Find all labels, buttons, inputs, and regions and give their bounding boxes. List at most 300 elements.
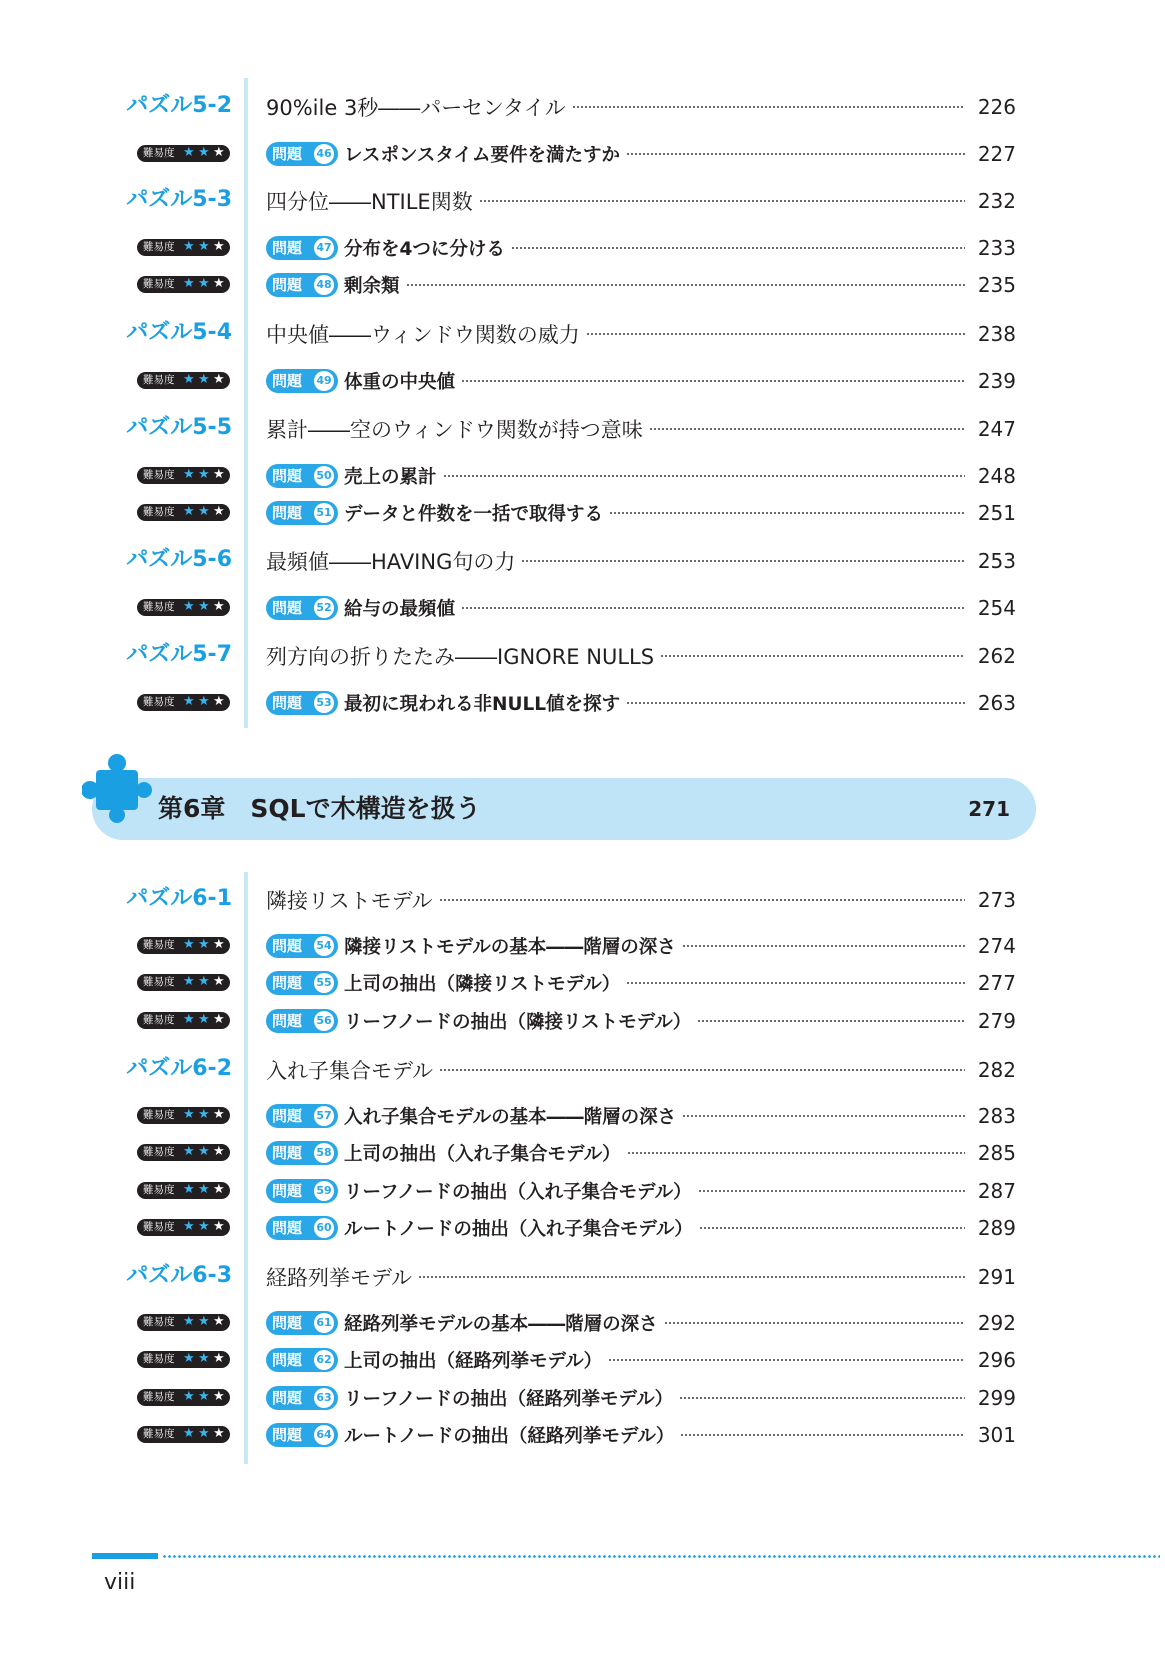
dot-leader (418, 1276, 965, 1278)
section-title-entry[interactable] (266, 546, 971, 576)
problem-title-entry[interactable] (344, 1138, 971, 1168)
dot-leader (664, 1322, 965, 1324)
star-icon: ★ (213, 1351, 225, 1366)
page-number: 233 (977, 236, 1016, 260)
difficulty-label: 難易度 (143, 374, 175, 386)
difficulty-label: 難易度 (143, 278, 175, 290)
page-number: 263 (977, 691, 1016, 715)
section-title: 経路列挙モデル (266, 1266, 412, 1290)
problem-badge (266, 236, 338, 260)
toc-problem-row[interactable] (0, 366, 1165, 396)
problem-title: 剰余類 (344, 276, 400, 297)
star-icon: ★ (213, 599, 225, 614)
page-number: 248 (977, 464, 1016, 488)
star-icon: ★ (213, 1426, 225, 1441)
star-icon: ★ (183, 504, 195, 519)
page-number: 253 (977, 549, 1016, 573)
problem-number: 61 (314, 1313, 334, 1333)
puzzle-number: パズル5-6 (126, 547, 232, 572)
star-icon: ★ (183, 1389, 195, 1404)
star-icon: ★ (198, 239, 210, 254)
dot-leader (626, 982, 965, 984)
toc-problem-row[interactable] (0, 461, 1165, 491)
problem-title-entry[interactable] (344, 688, 971, 718)
star-icon: ★ (213, 1389, 225, 1404)
difficulty-badge (137, 1182, 230, 1199)
star-icon: ★ (198, 372, 210, 387)
star-icon: ★ (198, 276, 210, 291)
star-icon: ★ (183, 694, 195, 709)
problem-title-entry[interactable] (344, 461, 971, 491)
problem-badge-label: 問題 (272, 1219, 303, 1237)
problem-number: 59 (314, 1181, 334, 1201)
star-icon: ★ (213, 276, 225, 291)
difficulty-badge (137, 974, 230, 991)
problem-title: レスポンスタイム要件を満たすか (344, 145, 621, 166)
star-icon: ★ (183, 1351, 195, 1366)
star-icon: ★ (183, 145, 195, 160)
problem-title-entry[interactable] (344, 593, 971, 623)
difficulty-label: 難易度 (143, 1146, 175, 1158)
problem-title-entry[interactable] (344, 1176, 971, 1206)
page-number: 227 (977, 142, 1016, 166)
dot-leader (511, 247, 965, 249)
difficulty-label: 難易度 (143, 469, 175, 481)
toc-problem-row[interactable] (0, 688, 1165, 718)
toc-section-row[interactable] (0, 414, 1165, 444)
problem-badge-label: 問題 (272, 239, 303, 257)
problem-number: 57 (314, 1106, 334, 1126)
star-icon: ★ (183, 1314, 195, 1329)
toc-section-row[interactable] (0, 885, 1165, 915)
star-icon: ★ (213, 239, 225, 254)
star-icon: ★ (183, 1012, 195, 1027)
toc-problem-row[interactable] (0, 498, 1165, 528)
dot-leader (406, 284, 965, 286)
difficulty-label: 難易度 (143, 1428, 175, 1440)
problem-title: 隣接リストモデルの基本――階層の深さ (344, 937, 676, 958)
difficulty-label: 難易度 (143, 1014, 175, 1026)
star-icon: ★ (198, 467, 210, 482)
difficulty-badge (137, 372, 230, 389)
toc-problem-row[interactable] (0, 968, 1165, 998)
dot-leader (680, 1434, 965, 1436)
dot-leader (697, 1020, 965, 1022)
star-icon: ★ (198, 504, 210, 519)
problem-number: 48 (314, 275, 334, 295)
page-number: 299 (977, 1386, 1016, 1410)
dot-leader (626, 153, 965, 155)
problem-title-entry[interactable] (344, 931, 971, 961)
page-number: 277 (977, 971, 1016, 995)
star-icon: ★ (213, 1012, 225, 1027)
dot-leader (627, 1152, 965, 1154)
problem-number: 49 (314, 371, 334, 391)
difficulty-label: 難易度 (143, 506, 175, 518)
problem-badge (266, 142, 338, 166)
toc-problem-row[interactable] (0, 1138, 1165, 1168)
dot-leader (679, 1397, 965, 1399)
toc-section-row[interactable] (0, 1055, 1165, 1085)
star-icon: ★ (198, 1012, 210, 1027)
problem-number: 63 (314, 1388, 334, 1408)
problem-title: リーフノードの抽出（隣接リストモデル） (344, 1012, 692, 1033)
puzzle-number: パズル5-5 (126, 415, 232, 440)
problem-title: 売上の累計 (344, 467, 437, 488)
page-number: 289 (977, 1216, 1016, 1240)
section-title-entry[interactable] (266, 1055, 971, 1085)
section-title: 累計――空のウィンドウ関数が持つ意味 (266, 418, 643, 442)
puzzle-number: パズル5-3 (126, 187, 232, 212)
toc-problem-row[interactable] (0, 139, 1165, 169)
problem-badge (266, 1104, 338, 1128)
section-title-entry[interactable] (266, 641, 971, 671)
section-title-entry[interactable] (266, 1262, 971, 1292)
star-icon: ★ (183, 239, 195, 254)
difficulty-label: 難易度 (143, 1184, 175, 1196)
problem-title-entry[interactable] (344, 1213, 971, 1243)
problem-title-entry[interactable] (344, 270, 971, 300)
star-icon: ★ (198, 1219, 210, 1234)
difficulty-label: 難易度 (143, 1109, 175, 1121)
puzzle-number: パズル5-4 (126, 320, 232, 345)
page-number: 292 (977, 1311, 1016, 1335)
puzzle-number: パズル5-2 (126, 93, 232, 118)
problem-badge-label: 問題 (272, 974, 303, 992)
difficulty-badge (137, 1219, 230, 1236)
problem-title-entry[interactable] (344, 1006, 971, 1036)
toc-problem-row[interactable] (0, 1006, 1165, 1036)
difficulty-badge (137, 1426, 230, 1443)
problem-badge-label: 問題 (272, 1314, 303, 1332)
star-icon: ★ (198, 145, 210, 160)
problem-title: 体重の中央値 (344, 372, 456, 393)
puzzle-piece-icon (82, 752, 152, 824)
problem-title-entry[interactable] (344, 366, 971, 396)
page-number: 282 (977, 1058, 1016, 1082)
toc-section-row[interactable] (0, 546, 1165, 576)
problem-title: 上司の抽出（隣接リストモデル） (344, 974, 621, 995)
page-number: 239 (977, 369, 1016, 393)
dot-leader (682, 1115, 965, 1117)
toc-problem-row[interactable] (0, 1345, 1165, 1375)
problem-number: 58 (314, 1143, 334, 1163)
problem-badge (266, 971, 338, 995)
dot-leader (479, 200, 965, 202)
star-icon: ★ (198, 1144, 210, 1159)
star-icon: ★ (198, 974, 210, 989)
problem-title: リーフノードの抽出（入れ子集合モデル） (344, 1182, 692, 1203)
toc-problem-row[interactable] (0, 270, 1165, 300)
problem-title-entry[interactable] (344, 1420, 971, 1450)
problem-badge-label: 問題 (272, 599, 303, 617)
difficulty-badge (137, 1351, 230, 1368)
problem-number: 51 (314, 503, 334, 523)
problem-number: 53 (314, 693, 334, 713)
problem-badge (266, 1386, 338, 1410)
dot-leader (609, 512, 965, 514)
problem-number: 47 (314, 238, 334, 258)
page-number: 238 (977, 322, 1016, 346)
footer-rule-dotted (162, 1555, 1160, 1558)
problem-number: 62 (314, 1350, 334, 1370)
problem-badge-label: 問題 (272, 1107, 303, 1125)
problem-badge (266, 1216, 338, 1240)
star-icon: ★ (198, 1389, 210, 1404)
problem-badge (266, 273, 338, 297)
dot-leader (649, 428, 965, 430)
toc-problem-row[interactable] (0, 593, 1165, 623)
problem-badge-label: 問題 (272, 504, 303, 522)
difficulty-label: 難易度 (143, 1316, 175, 1328)
problem-number: 56 (314, 1011, 334, 1031)
star-icon: ★ (183, 974, 195, 989)
page-number: 287 (977, 1179, 1016, 1203)
toc-section-row[interactable] (0, 1262, 1165, 1292)
difficulty-badge (137, 694, 230, 711)
page-number: 301 (977, 1423, 1016, 1447)
toc-section-row[interactable] (0, 319, 1165, 349)
section-title-entry[interactable] (266, 414, 971, 444)
page-number: 291 (977, 1265, 1016, 1289)
problem-title-entry[interactable] (344, 139, 971, 169)
page-number: 285 (977, 1141, 1016, 1165)
problem-badge-label: 問題 (272, 1351, 303, 1369)
problem-badge (266, 691, 338, 715)
problem-number: 55 (314, 973, 334, 993)
page-number: 232 (977, 189, 1016, 213)
difficulty-label: 難易度 (143, 939, 175, 951)
dot-leader (660, 655, 965, 657)
difficulty-badge (137, 467, 230, 484)
section-title-entry[interactable] (266, 319, 971, 349)
problem-title-entry[interactable] (344, 233, 971, 263)
star-icon: ★ (213, 1182, 225, 1197)
toc-problem-row[interactable] (0, 1308, 1165, 1338)
star-icon: ★ (213, 467, 225, 482)
problem-badge-label: 問題 (272, 1426, 303, 1444)
star-icon: ★ (213, 1107, 225, 1122)
star-icon: ★ (213, 937, 225, 952)
star-icon: ★ (183, 372, 195, 387)
difficulty-label: 難易度 (143, 696, 175, 708)
problem-title: データと件数を一括で取得する (344, 504, 604, 525)
dot-leader (572, 106, 965, 108)
footer-rule-solid (92, 1553, 158, 1559)
problem-number: 52 (314, 598, 334, 618)
problem-badge-label: 問題 (272, 145, 303, 163)
problem-badge (266, 1348, 338, 1372)
page-number: 247 (977, 417, 1016, 441)
section-title: 90%ile 3秒――パーセンタイル (266, 96, 566, 120)
toc-section-row[interactable] (0, 641, 1165, 671)
toc-problem-row[interactable] (0, 931, 1165, 961)
page-number: 273 (977, 888, 1016, 912)
problem-title: 入れ子集合モデルの基本――階層の深さ (344, 1107, 677, 1128)
difficulty-badge (137, 599, 230, 616)
difficulty-label: 難易度 (143, 1221, 175, 1233)
toc-problem-row[interactable] (0, 1101, 1165, 1131)
page-folio: viii (104, 1570, 136, 1595)
page-number: 262 (977, 644, 1016, 668)
problem-badge (266, 1141, 338, 1165)
difficulty-label: 難易度 (143, 1391, 175, 1403)
difficulty-label: 難易度 (143, 147, 175, 159)
problem-badge (266, 1009, 338, 1033)
dot-leader (521, 560, 965, 562)
problem-title-entry[interactable] (344, 1345, 971, 1375)
page-number: 279 (977, 1009, 1016, 1033)
star-icon: ★ (198, 1182, 210, 1197)
dot-leader (439, 899, 965, 901)
problem-title-entry[interactable] (344, 1101, 971, 1131)
dot-leader (439, 1069, 965, 1071)
difficulty-badge (137, 145, 230, 162)
toc-problem-row[interactable] (0, 1420, 1165, 1450)
toc-problem-row[interactable] (0, 1176, 1165, 1206)
star-icon: ★ (198, 1426, 210, 1441)
page-number: 226 (977, 95, 1016, 119)
difficulty-badge (137, 504, 230, 521)
star-icon: ★ (198, 599, 210, 614)
star-icon: ★ (213, 372, 225, 387)
star-icon: ★ (213, 504, 225, 519)
page-number: 283 (977, 1104, 1016, 1128)
problem-title: 上司の抽出（経路列挙モデル） (344, 1351, 603, 1372)
difficulty-badge (137, 276, 230, 293)
dot-leader (586, 333, 965, 335)
puzzle-number: パズル6-2 (126, 1056, 232, 1081)
toc-problem-row[interactable] (0, 1383, 1165, 1413)
toc-problem-row[interactable] (0, 1213, 1165, 1243)
problem-badge (266, 934, 338, 958)
star-icon: ★ (183, 1107, 195, 1122)
star-icon: ★ (213, 974, 225, 989)
chapter-page-number: 271 (968, 797, 1010, 821)
difficulty-badge (137, 1012, 230, 1029)
chapter-title: 第6章 SQLで木構造を扱う (158, 794, 481, 823)
puzzle-number: パズル6-3 (126, 1263, 232, 1288)
problem-number: 60 (314, 1218, 334, 1238)
problem-badge-label: 問題 (272, 276, 303, 294)
dot-leader (461, 380, 965, 382)
difficulty-label: 難易度 (143, 976, 175, 988)
problem-badge (266, 464, 338, 488)
problem-title-entry[interactable] (344, 1383, 971, 1413)
star-icon: ★ (213, 1314, 225, 1329)
problem-badge-label: 問題 (272, 467, 303, 485)
dot-leader (698, 1190, 965, 1192)
star-icon: ★ (213, 694, 225, 709)
problem-badge (266, 1179, 338, 1203)
difficulty-badge (137, 1144, 230, 1161)
star-icon: ★ (198, 1314, 210, 1329)
toc-section-row[interactable] (0, 92, 1165, 122)
star-icon: ★ (213, 1219, 225, 1234)
dot-leader (443, 475, 965, 477)
star-icon: ★ (183, 1182, 195, 1197)
problem-badge-label: 問題 (272, 1182, 303, 1200)
page-number: 251 (977, 501, 1016, 525)
problem-number: 50 (314, 466, 334, 486)
difficulty-badge (137, 1107, 230, 1124)
puzzle-number: パズル6-1 (126, 886, 232, 911)
star-icon: ★ (183, 1144, 195, 1159)
difficulty-label: 難易度 (143, 601, 175, 613)
problem-number: 64 (314, 1425, 334, 1445)
problem-title: 給与の最頻値 (344, 599, 456, 620)
difficulty-label: 難易度 (143, 241, 175, 253)
section-title: 隣接リストモデル (266, 889, 433, 913)
problem-title-entry[interactable] (344, 968, 971, 998)
section-title: 入れ子集合モデル (266, 1059, 433, 1083)
problem-badge-label: 問題 (272, 1012, 303, 1030)
toc-problem-row[interactable] (0, 233, 1165, 263)
section-title-entry[interactable] (266, 92, 971, 122)
section-title-entry[interactable] (266, 186, 971, 216)
star-icon: ★ (213, 1144, 225, 1159)
dot-leader (461, 607, 965, 609)
section-title: 列方向の折りたたみ――IGNORE NULLS (266, 645, 655, 669)
page-number: 235 (977, 273, 1016, 297)
problem-badge (266, 1311, 338, 1335)
dot-leader (682, 945, 965, 947)
star-icon: ★ (183, 937, 195, 952)
difficulty-badge (137, 239, 230, 256)
section-title-entry[interactable] (266, 885, 971, 915)
problem-number: 54 (314, 936, 334, 956)
star-icon: ★ (183, 276, 195, 291)
section-title: 中央値――ウィンドウ関数の威力 (266, 323, 580, 347)
problem-badge-label: 問題 (272, 1389, 303, 1407)
problem-badge (266, 501, 338, 525)
problem-badge (266, 1423, 338, 1447)
problem-title: 分布を4つに分ける (344, 239, 505, 260)
star-icon: ★ (213, 145, 225, 160)
star-icon: ★ (198, 1107, 210, 1122)
problem-title: 最初に現われる非NULL値を探す (344, 694, 621, 715)
star-icon: ★ (198, 937, 210, 952)
star-icon: ★ (183, 1219, 195, 1234)
problem-badge (266, 596, 338, 620)
difficulty-badge (137, 1314, 230, 1331)
star-icon: ★ (183, 467, 195, 482)
section-title: 最頻値――HAVING句の力 (266, 550, 516, 574)
star-icon: ★ (183, 1426, 195, 1441)
problem-title: リーフノードの抽出（経路列挙モデル） (344, 1389, 674, 1410)
problem-badge-label: 問題 (272, 1144, 303, 1162)
puzzle-number: パズル5-7 (126, 642, 232, 667)
difficulty-label: 難易度 (143, 1353, 175, 1365)
page-number: 254 (977, 596, 1016, 620)
section-divider-bar (244, 78, 248, 728)
page-number: 296 (977, 1348, 1016, 1372)
dot-leader (626, 702, 965, 704)
section-title: 四分位――NTILE関数 (266, 190, 473, 214)
toc-section-row[interactable] (0, 186, 1165, 216)
problem-title-entry[interactable] (344, 1308, 971, 1338)
problem-badge-label: 問題 (272, 694, 303, 712)
problem-badge-label: 問題 (272, 372, 303, 390)
dot-leader (608, 1359, 965, 1361)
problem-title: ルートノードの抽出（入れ子集合モデル） (344, 1219, 693, 1240)
star-icon: ★ (198, 1351, 210, 1366)
star-icon: ★ (183, 599, 195, 614)
problem-title: 上司の抽出（入れ子集合モデル） (344, 1144, 621, 1165)
problem-title: 経路列挙モデルの基本――階層の深さ (344, 1314, 658, 1335)
page-number: 274 (977, 934, 1016, 958)
problem-title-entry[interactable] (344, 498, 971, 528)
